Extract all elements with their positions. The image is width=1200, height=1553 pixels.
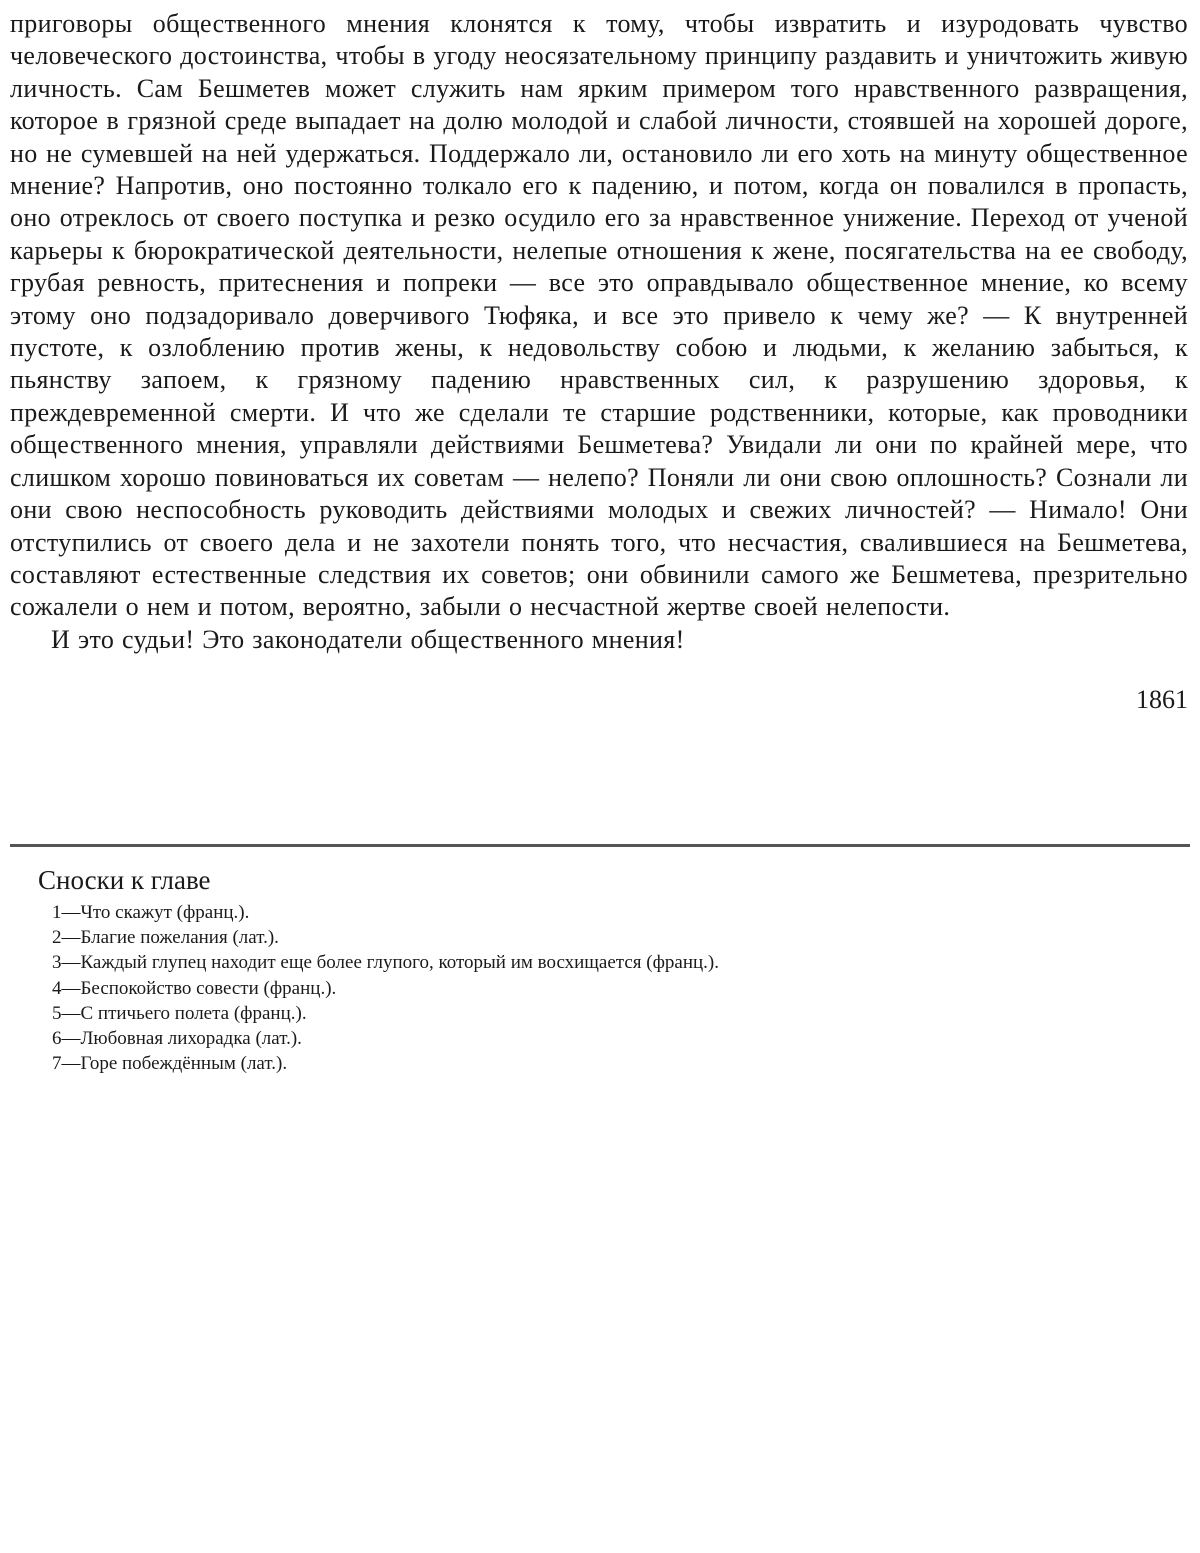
paragraph: приговоры общественного мнения клонятся к тому, чтобы извратить и изуродовать чувство человеческого достоинства, чтобы в угоду неосязательному принципу раздавить и уничтожить живую личность. Сам Бешметев может служить нам ярким примером того нравственного развращения, которое в грязной среде выпадает на долю молодой и слабой личности, стоявшей на хорошей дороге, но не сумевшей на ней удержаться. Поддержало ли, остановило ли его хоть на минуту общественное мнение? Напротив, оно постоянно толкало его к падению, и потом, когда он повалился в пропасть, оно отреклось от своего поступка и резко осудило его за нравственное унижение. Переход от ученой карьеры к бюрократической деятельности, нелепые отношения к жене, посягательства на ее свободу, грубая ревность, притеснения и попреки — все это оправдывало общественное мнение, ко всему этому оно подзадоривало доверчивого Тюфяка, и все это привело к чему же? — К внутренней пустоте, к озлоблению против жены, к недовольству собою и людьми, к желанию забыться, к пьянству запоем, к грязному падению нравственных сил, к разрушению здоровья, к преждевременной смерти. И что же сделали те старшие родственники, которые, как проводники общественного мнения, управляли действиями Бешметева? Увидали ли они по крайней мере, что слишком хорошо повиноваться их советам — нелепо? Поняли ли они свою оплошность? Сознали ли они свою неспособность руководить действиями молодых и свежих личностей? — Нимало! Они отступились от своего дела и не захотели понять того, что несчастия, свалившиеся на Бешметева, составляют естественные следствия их советов; они обвинили самого же Бешметева, презрительно сожалели о нем и потом, вероятно, забыли о несчастной жертве своей нелепости. <box>10 9 1188 622</box>
footnote-item: 1—Что скажут (франц.). <box>52 902 250 923</box>
footnote-item: 3—Каждый глупец находит еще более глупого, который им восхищается (франц.). <box>52 952 719 974</box>
footnote-item: 7—Горе побеждённым (лат.). <box>52 1053 288 1075</box>
section-divider <box>10 844 1190 847</box>
paragraph: И это судьи! Это законодатели общественного мнения! <box>51 624 685 654</box>
footnote-item: 4—Беспокойство совести (франц.). <box>52 977 337 999</box>
body-text <box>10 8 1188 656</box>
footnote-item: 5—С птичьего полета (франц.). <box>52 1002 307 1024</box>
footnotes-title: Сноски к главе <box>38 865 211 895</box>
footnote-item: 2—Благие пожелания (лат.). <box>52 927 279 949</box>
footnote-item: 6—Любовная лихорадка (лат.). <box>52 1028 302 1050</box>
footnotes-section <box>38 862 1178 1076</box>
footnotes-list <box>38 900 1178 1076</box>
page-content <box>10 8 1188 716</box>
date-signature: 1861 <box>1136 685 1188 715</box>
